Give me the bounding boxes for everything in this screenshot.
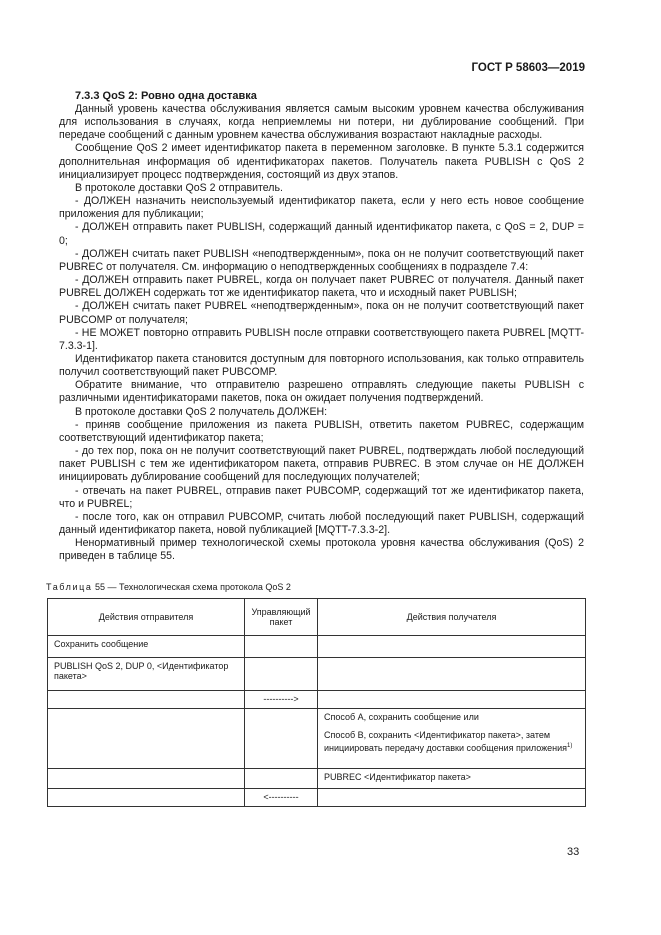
table-row	[48, 769, 586, 789]
qos2-flow-table	[47, 598, 586, 807]
list-item: - после того, как он отправил PUBCOMP, считать любой последующий пакет PUBLISH, содержащий данный идентификатор пакета, новой публикацией [MQTT-7.3.3-2].	[59, 510, 584, 536]
list-item: - до тех пор, пока он не получит соответствующий пакет PUBREL, подтверждать любой последующий пакет PUBLISH с тем же идентификатором пакета, отправив PUBREC. В этом случае он НЕ ДОЛЖЕН инициировать дублирование сообщений для последующих получателей;	[59, 445, 584, 484]
table-cell	[48, 709, 245, 769]
table-row	[48, 789, 586, 807]
list-item: - ДОЛЖЕН отправить пакет PUBREL, когда он получает пакет PUBREC от получателя. Данный пакет PUBREL ДОЛЖЕН содержать тот же идентификатор пакета, что и исходный пакет PUBLISH;	[59, 274, 584, 300]
paragraph: В протоколе доставки QoS 2 получатель ДОЛЖЕН:	[75, 405, 328, 418]
table-cell: PUBREC <Идентификатор пакета>	[318, 769, 586, 789]
footnote-ref: 1)	[567, 743, 573, 749]
table-row	[48, 636, 586, 658]
table-row	[48, 691, 586, 709]
list-item: - отвечать на пакет PUBREL, отправив пакет PUBCOMP, содержащий тот же идентификатор пакета, что и PUBREL;	[59, 484, 584, 510]
table-cell	[245, 636, 318, 658]
paragraph: Сообщение QoS 2 имеет идентификатор пакета в переменном заголовке. В пункте 5.3.1 содержится дополнительная информация об идентификаторах пакетов. Получатель пакета PUBLISH с QoS 2 инициализирует процесс подтверждения, состоящий из двух этапов.	[59, 142, 584, 181]
table-cell	[318, 636, 586, 658]
table-cell: Сохранить сообщение	[48, 636, 245, 658]
page-number: 33	[567, 846, 580, 858]
table-cell: PUBLISH QoS 2, DUP 0, <Идентификатор пакета>	[48, 658, 245, 691]
list-item: - ДОЛЖЕН считать пакет PUBREL «неподтвержденным», пока он не получит соответствующий пакет PUBCOMP от получателя;	[59, 300, 584, 326]
list-item: - ДОЛЖЕН считать пакет PUBLISH «неподтвержденным», пока он не получит соответствующий пакет PUBREC от получателя. См. информацию о неподтвержденных сообщениях в подразделе 7.4:	[59, 247, 584, 273]
paragraph: Данный уровень качества обслуживания является самым высоким уровнем качества обслуживания для использования в случаях, когда неприемлемы ни потери, ни дублирование сообщений. При передаче сообщений с данным уровнем качества обслуживания возрастают накладные расходы.	[59, 103, 584, 142]
table-row	[48, 658, 586, 691]
table-cell	[245, 658, 318, 691]
option-b	[324, 730, 579, 755]
option-b-text: Способ В, сохранить <Идентификатор пакета>, затем инициировать передачу доставки сообщения приложения	[324, 729, 568, 753]
list-item: - приняв сообщение приложения из пакета PUBLISH, ответить пакетом PUBREC, содержащим соответствующий идентификатор пакета;	[59, 418, 584, 444]
main-text	[59, 90, 584, 563]
paragraph: Идентификатор пакета становится доступным для повторного использования, как только отправитель получил соответствующий пакет PUBCOMP.	[59, 352, 584, 379]
table-caption-label: Таблица	[46, 582, 93, 592]
paragraph: Обратите внимание, что отправителю разрешено отправлять следующие пакеты PUBLISH с различными идентификаторами пакетов, пока он ожидает получения подтверждений.	[59, 379, 584, 405]
header-receiver-actions: Действия получателя	[318, 599, 586, 636]
table-cell	[318, 658, 586, 691]
table-cell	[245, 709, 318, 769]
table-row	[48, 709, 586, 769]
table-caption-text: 55 — Технологическая схема протокола QoS 2	[92, 582, 291, 592]
arrow-to-receiver: ---------->	[245, 691, 318, 709]
list-item: - НЕ МОЖЕТ повторно отправить PUBLISH после отправки соответствующего пакета PUBREL [MQTT-7.3.3-1].	[59, 326, 584, 352]
table-cell	[48, 769, 245, 789]
paragraph: Ненормативный пример технологической схемы протокола уровня качества обслуживания (QoS) 2 приведен в таблице 55.	[59, 537, 584, 563]
list-item: - ДОЛЖЕН назначить неиспользуемый идентификатор пакета, если у него есть новое сообщение приложения для публикации;	[59, 195, 584, 221]
table-cell	[48, 789, 245, 807]
table-header-row	[48, 599, 586, 636]
table-cell	[318, 691, 586, 709]
header-sender-actions: Действия отправителя	[48, 599, 245, 636]
arrow-to-sender: <----------	[245, 789, 318, 807]
table-cell	[245, 769, 318, 789]
table-cell	[318, 789, 586, 807]
paragraph: В протоколе доставки QoS 2 отправитель.	[75, 181, 283, 194]
option-a: Способ А, сохранить сообщение или	[324, 712, 479, 722]
table-caption	[46, 582, 291, 592]
document-id: ГОСТ Р 58603—2019	[471, 62, 585, 74]
table-cell	[48, 691, 245, 709]
list-item: - ДОЛЖЕН отправить пакет PUBLISH, содержащий данный идентификатор пакета, с QoS = 2, DUP = 0;	[59, 221, 584, 247]
section-title: 7.3.3 QoS 2: Ровно одна доставка	[75, 90, 257, 102]
receiver-options-cell	[318, 709, 586, 769]
header-control-packet: Управляющий пакет	[245, 599, 318, 636]
